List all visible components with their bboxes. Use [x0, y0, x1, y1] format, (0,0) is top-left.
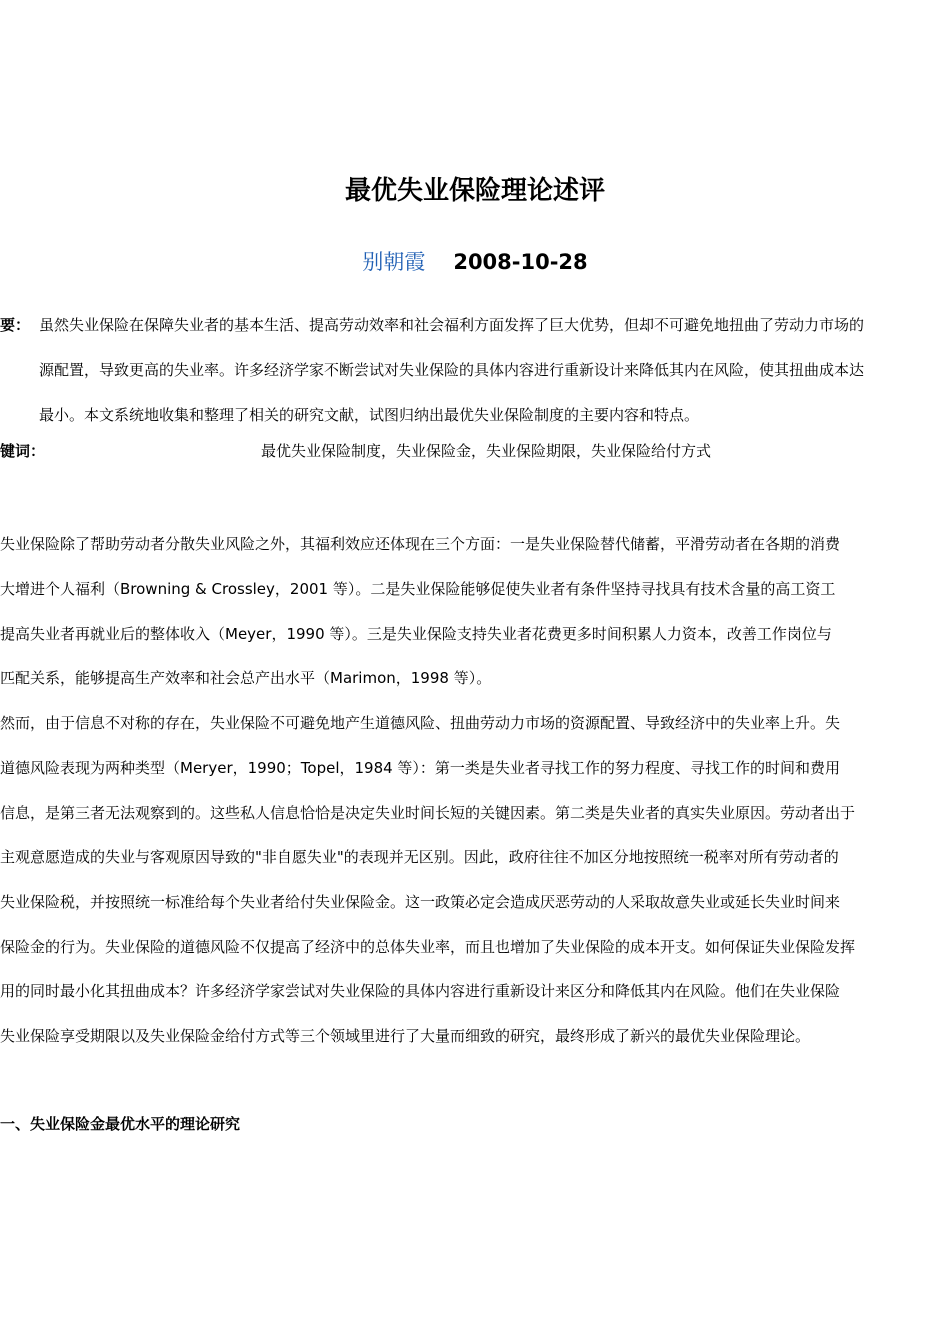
- abstract-label: 要：: [0, 316, 31, 334]
- paragraph2-line-2: 道德风险表现为两种类型（Meryer，1990；Topel，1984 等）：第一类是失业者寻找工作的努力程度、寻找工作的时间和费用: [0, 759, 840, 777]
- paragraph2-line-8: 失业保险享受期限以及失业保险金给付方式等三个领域里进行了大量而细致的研究，最终形成了新兴的最优失业保险理论。: [0, 1027, 811, 1045]
- abstract-line-2: 源配置，导致更高的失业率。许多经济学家不断尝试对失业保险的具体内容进行重新设计来降低其内在风险，使其扭曲成本达: [39, 361, 865, 379]
- paragraph2-line-3: 信息，是第三者无法观察到的。这些私人信息恰恰是决定失业时间长短的关键因素。第二类是失业者的真实失业原因。劳动者出于: [0, 804, 856, 822]
- paragraph2-line-6: 保险金的行为。失业保险的道德风险不仅提高了经济中的总体失业率，而且也增加了失业保险的成本开支。如何保证失业保险发挥: [0, 938, 856, 956]
- abstract-line-3: 最小。本文系统地收集和整理了相关的研究文献，试图归纳出最优失业保险制度的主要内容和特点。: [39, 406, 700, 424]
- keywords-text: 最优失业保险制度，失业保险金，失业保险期限，失业保险给付方式: [261, 442, 712, 460]
- byline: [0, 246, 950, 276]
- section-heading: 一、失业保险金最优水平的理论研究: [0, 1115, 241, 1133]
- paragraph1-line-4: 匹配关系，能够提高生产效率和社会总产出水平（Marimon，1998 等）。: [0, 669, 492, 687]
- document-title: 最优失业保险理论述评: [344, 176, 605, 206]
- publish-date: 2008-10-28: [453, 250, 588, 274]
- paragraph2-line-4: 主观意愿造成的失业与客观原因导致的"非自愿失业"的表现并无区别。因此，政府往往不加区分地按照统一税率对所有劳动者的: [0, 848, 839, 866]
- author-name: 别朝霞: [362, 250, 426, 274]
- paragraph2-line-7: 用的同时最小化其扭曲成本？许多经济学家尝试对失业保险的具体内容进行重新设计来区分和降低其内在风险。他们在失业保险: [0, 982, 841, 1000]
- paragraph2-line-1: 然而，由于信息不对称的存在，失业保险不可避免地产生道德风险、扭曲劳动力市场的资源配置、导致经济中的失业率上升。失: [0, 714, 841, 732]
- paragraph1-line-1: 失业保险除了帮助劳动者分散失业风险之外，其福利效应还体现在三个方面：一是失业保险替代储蓄，平滑劳动者在各期的消费: [0, 535, 841, 553]
- paragraph1-line-2: 大增进个人福利（Browning & Crossley，2001 等）。二是失业保险能够促使失业者有条件坚持寻找具有技术含量的高工资工: [0, 580, 836, 598]
- paragraph2-line-5: 失业保险税，并按照统一标准给每个失业者给付失业保险金。这一政策必定会造成厌恶劳动的人采取故意失业或延长失业时间来: [0, 893, 841, 911]
- paragraph1-line-3: 提高失业者再就业后的整体收入（Meyer，1990 等）。三是失业保险支持失业者花费更多时间积累人力资本，改善工作岗位与: [0, 625, 832, 643]
- keywords-label: 键词：: [0, 442, 46, 460]
- abstract-line-1: 虽然失业保险在保障失业者的基本生活、提高劳动效率和社会福利方面发挥了巨大优势，但却不可避免地扭曲了劳动力市场的: [39, 316, 865, 334]
